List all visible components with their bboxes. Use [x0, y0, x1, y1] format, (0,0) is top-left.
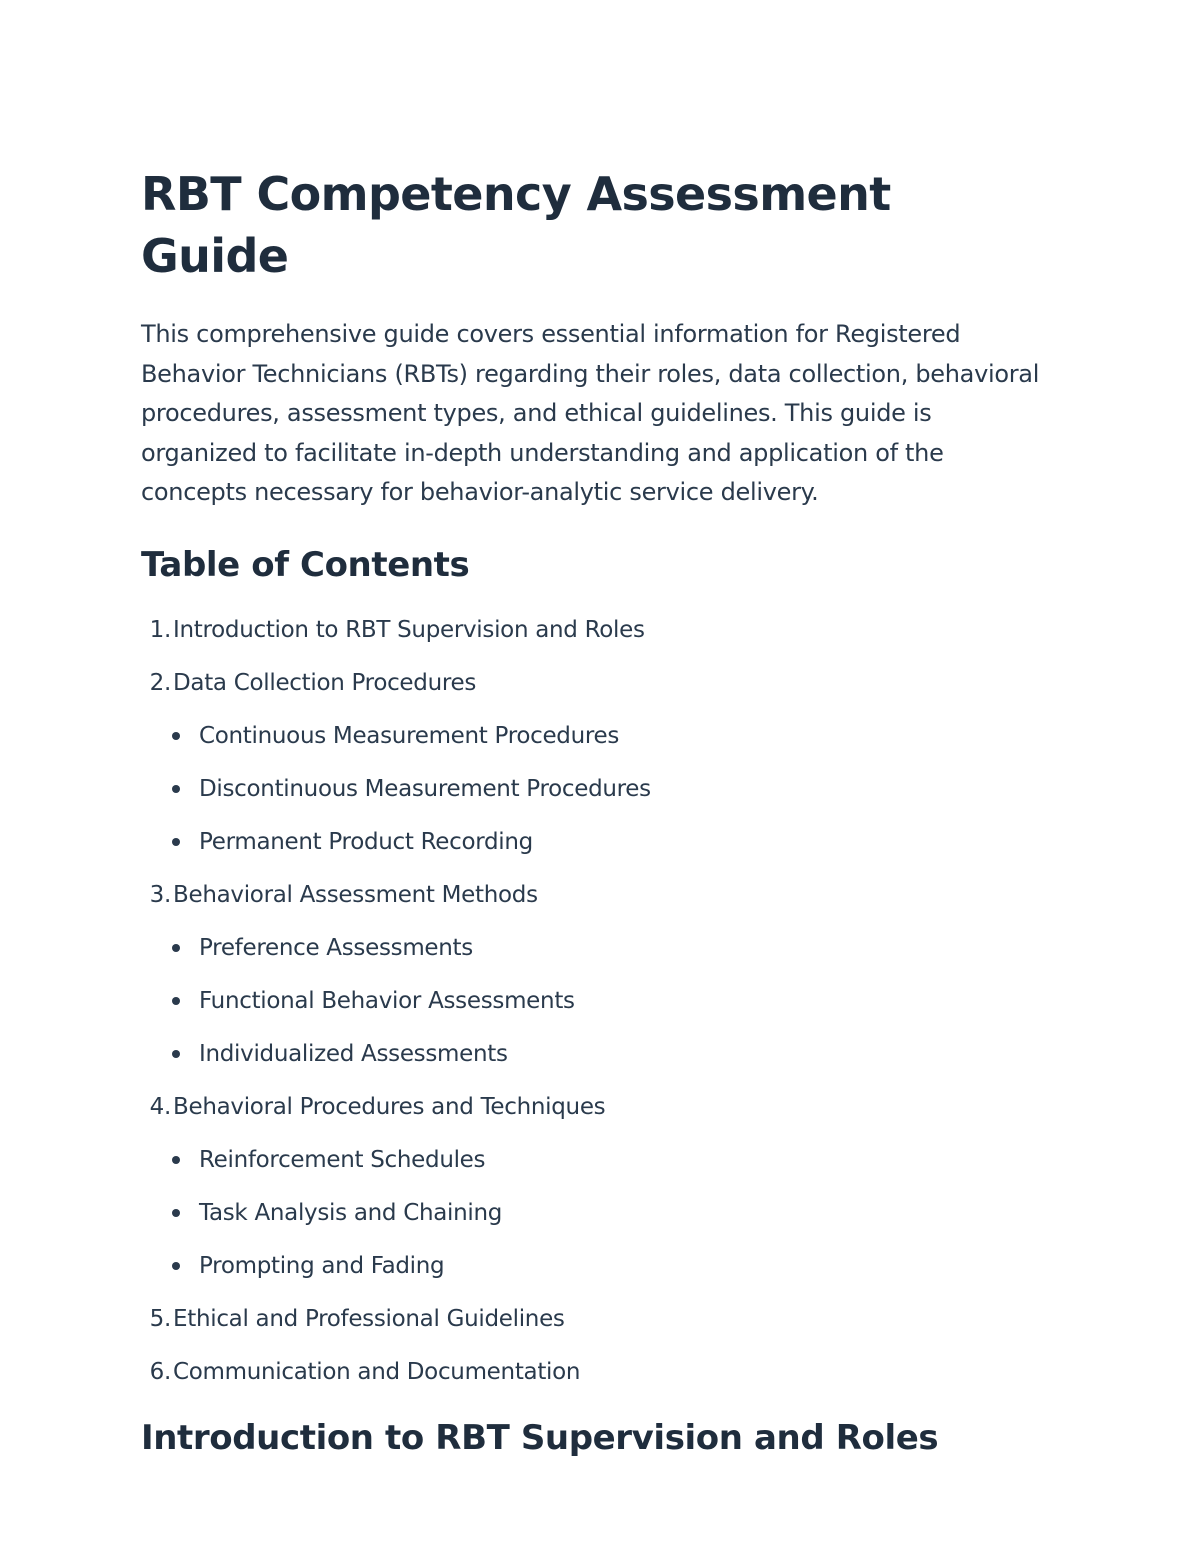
section-heading: Introduction to RBT Supervision and Roles: [141, 1417, 939, 1458]
toc-subitem: [141, 776, 1051, 802]
toc-item-5: [141, 1306, 1051, 1332]
toc-subitem-label: Prompting and Fading: [199, 1252, 445, 1279]
toc-subitem: [141, 1200, 1051, 1226]
toc-subitem-label: Continuous Measurement Procedures: [199, 722, 620, 749]
toc-sublist: [141, 935, 1051, 1067]
table-of-contents: [141, 617, 1051, 1385]
toc-subitem: [141, 935, 1051, 961]
toc-subitem-label: Individualized Assessments: [199, 1040, 508, 1067]
toc-number: 2.: [149, 669, 171, 696]
toc-subitem-label: Task Analysis and Chaining: [199, 1199, 503, 1226]
bullet-icon: [172, 944, 180, 952]
bullet-icon: [172, 785, 180, 793]
document-title: RBT Competency Assessment Guide: [141, 167, 891, 283]
toc-sublist: [141, 723, 1051, 855]
toc-subitem: [141, 988, 1051, 1014]
intro-paragraph: This comprehensive guide covers essential information for Registered Behavior Technicians (RBTs) regarding their roles, data collection, behavioral procedures, assessment types, and ethical guidelines. This guide is organized to facilitate in-depth understanding and application of the concepts necessary for behavior-analytic service delivery.: [141, 320, 1040, 507]
toc-number: 6.: [149, 1358, 171, 1385]
toc-label: Introduction to RBT Supervision and Roles: [173, 616, 645, 643]
toc-sublist: [141, 1147, 1051, 1279]
toc-number: 3.: [149, 881, 171, 908]
toc-item-1: [141, 617, 1051, 643]
toc-subitem: [141, 1253, 1051, 1279]
toc-label: Behavioral Assessment Methods: [173, 881, 538, 908]
bullet-icon: [172, 1156, 180, 1164]
toc-item-3: [141, 882, 1051, 1067]
toc-subitem-label: Permanent Product Recording: [199, 828, 533, 855]
document-page: [141, 163, 1051, 1461]
toc-label: Data Collection Procedures: [173, 669, 477, 696]
toc-item-6: [141, 1359, 1051, 1385]
toc-subitem-label: Discontinuous Measurement Procedures: [199, 775, 651, 802]
toc-item-2: [141, 670, 1051, 855]
toc-number: 5.: [149, 1305, 171, 1332]
toc-heading: Table of Contents: [141, 544, 470, 585]
toc-subitem-label: Preference Assessments: [199, 934, 473, 961]
toc-subitem-label: Functional Behavior Assessments: [199, 987, 575, 1014]
toc-subitem-label: Reinforcement Schedules: [199, 1146, 486, 1173]
toc-subitem: [141, 1041, 1051, 1067]
bullet-icon: [172, 732, 180, 740]
toc-number: 1.: [149, 616, 171, 643]
bullet-icon: [172, 838, 180, 846]
bullet-icon: [172, 1209, 180, 1217]
bullet-icon: [172, 1050, 180, 1058]
toc-subitem: [141, 723, 1051, 749]
toc-subitem: [141, 829, 1051, 855]
toc-item-4: [141, 1094, 1051, 1279]
toc-label: Behavioral Procedures and Techniques: [173, 1093, 606, 1120]
toc-number: 4.: [149, 1093, 171, 1120]
bullet-icon: [172, 1262, 180, 1270]
bullet-icon: [172, 997, 180, 1005]
toc-subitem: [141, 1147, 1051, 1173]
toc-label: Communication and Documentation: [173, 1358, 581, 1385]
toc-label: Ethical and Professional Guidelines: [173, 1305, 565, 1332]
